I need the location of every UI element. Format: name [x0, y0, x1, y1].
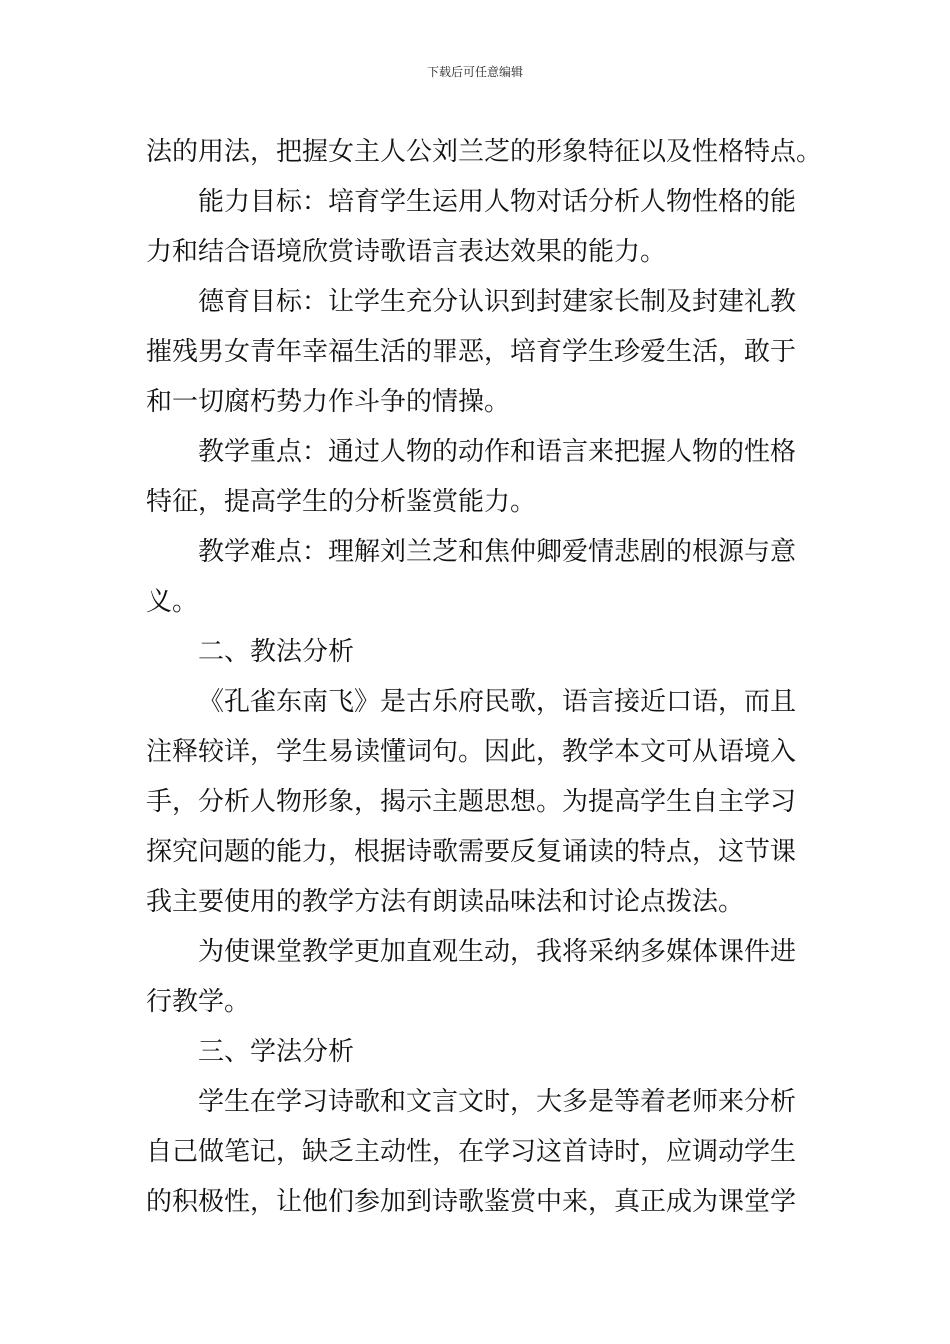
text-line: 摧残男女青年幸福生活的罪恶，培育学生珍爱生活，敢于	[146, 337, 797, 367]
text-line: 和一切腐朽势力作斗争的情操。	[146, 387, 511, 417]
text-line: 注释较详，学生易读懂词句。因此，教学本文可从语境入	[146, 737, 797, 767]
text-line: 学生在学习诗歌和文言文时，大多是等着老师来分析	[198, 1087, 797, 1117]
text-line: 为使课堂教学更加直观生动，我将采纳多媒体课件进	[198, 937, 797, 967]
text-line: 能力目标：培育学生运用人物对话分析人物性格的能	[198, 187, 797, 217]
text-line: 探究问题的能力，根据诗歌需要反复诵读的特点，这节课	[146, 837, 797, 867]
text-line: 教学重点：通过人物的动作和语言来把握人物的性格	[198, 437, 797, 467]
document-body	[146, 127, 823, 1227]
text-line: 德育目标：让学生充分认识到封建家长制及封建礼教	[198, 287, 797, 317]
text-line: 我主要使用的教学方法有朗读品味法和讨论点拨法。	[146, 887, 745, 917]
page-header: 下载后可任意编辑	[426, 65, 523, 79]
text-line: 义。	[146, 587, 199, 617]
text-line: 力和结合语境欣赏诗歌语言表达效果的能力。	[146, 237, 667, 267]
text-line: 的积极性，让他们参加到诗歌鉴赏中来，真正成为课堂学	[146, 1187, 797, 1217]
text-line: 行教学。	[146, 987, 251, 1017]
text-line: 自己做笔记，缺乏主动性，在学习这首诗时，应调动学生	[146, 1137, 797, 1167]
text-line: 手，分析人物形象，揭示主题思想。为提高学生自主学习	[146, 787, 797, 817]
section-heading: 二、教法分析	[198, 637, 355, 667]
text-line: 特征，提高学生的分析鉴赏能力。	[146, 487, 537, 517]
text-line: 教学难点：理解刘兰芝和焦仲卿爱情悲剧的根源与意	[198, 537, 797, 567]
text-line: 《孔雀东南飞》是古乐府民歌，语言接近口语，而且	[198, 687, 797, 717]
section-heading: 三、学法分析	[198, 1037, 355, 1067]
text-line: 法的用法，把握女主人公刘兰芝的形象特征以及性格特点。	[146, 137, 823, 167]
